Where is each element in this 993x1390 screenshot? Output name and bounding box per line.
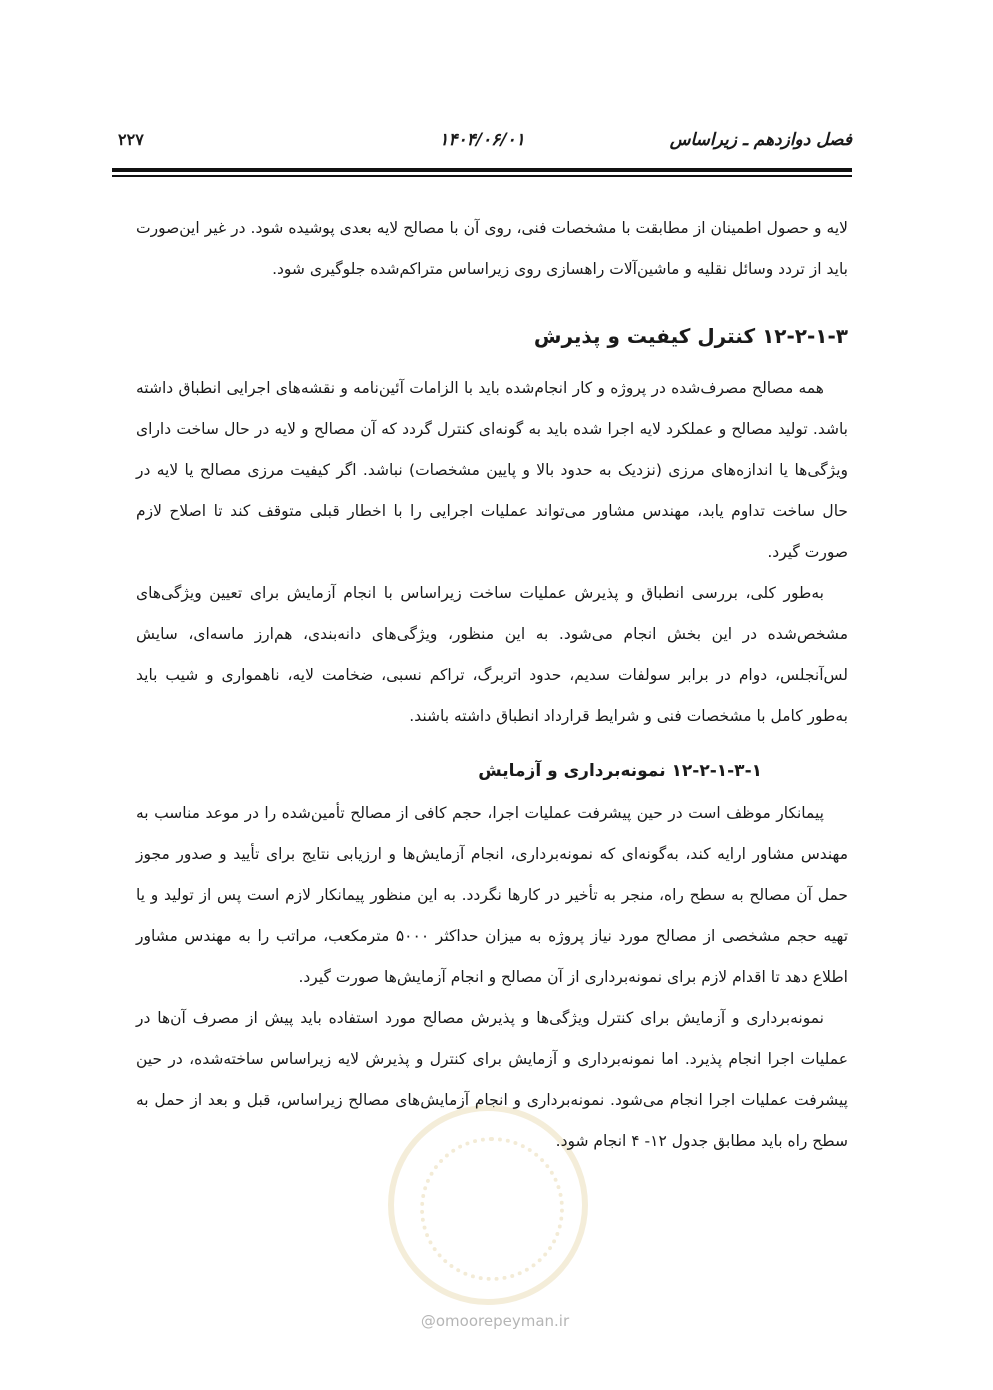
- section-heading: ۱۲-۲-۱-۳ کنترل کیفیت و پذیرش: [533, 324, 848, 348]
- header-date: ۱۴۰۴/۰۶/۰۱: [439, 130, 525, 150]
- page-header: [112, 126, 852, 162]
- page-number: ۲۲۷: [118, 130, 144, 149]
- header-rule-thick: [112, 168, 852, 172]
- subsection-heading: ۱۲-۲-۱-۳-۱ نمونه‌برداری و آزمایش: [478, 761, 762, 781]
- page-content: [136, 208, 848, 1162]
- intro-paragraph: لایه و حصول اطمینان از مطابقت با مشخصات فنی، روی آن با مصالح لایه بعدی پوشیده شود. در غیر این‌صورت باید از تردد وسائل نقلیه و ماشین‌آلات راهسازی روی زیراساس متراکم‌شده جلوگیری شود.: [136, 219, 848, 278]
- section-paragraph: به‌طور کلی، بررسی انطباق و پذیرش عملیات ساخت زیراساس با انجام آزمایش برای تعیین ویژگی‌های مشخص‌شده در این بخش انجام می‌شود. به این منظور، ویژگی‌های دانه‌بندی، هم‌ارز ماسه‌ای، سایش لس‌آنجلس، دوام در برابر سولفات سدیم، حدود اتربرگ، تراکم نسبی، ضخامت لایه، ناهمواری و شیب باید به‌طور کامل با مشخصات فنی و شرایط قرارداد انطباق داشته باشند.: [136, 584, 848, 725]
- subsection-paragraph: پیمانکار موظف است در حین پیشرفت عملیات اجرا، حجم کافی از مصالح تأمین‌شده را در موعد مناسب به مهندس مشاور ارایه کند، به‌گونه‌ای که نمونه‌برداری، انجام آزمایش‌ها و ارزیابی نتایج برای تأیید و صدور مجوز حمل آن مصالح به سطح راه، منجر به تأخیر در کارها نگردد. به این منظور پیمانکار لازم است پس از تولید و یا تهیه حجم مشخصی از مصالح مورد نیاز پروژه به میزان حداکثر ۵۰۰۰ مترمکعب، مراتب را به مهندس مشاور اطلاع دهد تا اقدام لازم برای نمونه‌برداری از آن مصالح و انجام آزمایش‌ها صورت گیرد.: [136, 804, 849, 986]
- site-watermark: @omoorepeyman.ir: [420, 1312, 570, 1330]
- chapter-title: فصل دوازدهم ـ زیراساس: [669, 130, 852, 150]
- header-rule-thin: [112, 175, 852, 177]
- section-paragraph: همه مصالح مصرف‌شده در پروژه و کار انجام‌شده باید با الزامات آئین‌نامه و نقشه‌های اجرایی انطباق داشته باشد. تولید مصالح و عملکرد لایه اجرا شده باید به گونه‌ای کنترل گردد که آن مصالح و لایه در حال ساخت دارای ویژگی‌ها یا اندازه‌های مرزی (نزدیک به حدود بالا و پایین مشخصات) نباشد. اگر کیفیت مرزی مصالح یا لایه در حال ساخت تداوم یابد، مهندس مشاور می‌تواند عملیات اجرایی را با اخطار قبلی متوقف کند تا اصلاح لازم صورت گیرد.: [136, 379, 848, 561]
- subsection-paragraph: نمونه‌برداری و آزمایش برای کنترل ویژگی‌ها و پذیرش مصالح مورد استفاده باید پیش از مصرف آن‌ها در عملیات اجرا انجام پذیرد. اما نمونه‌برداری و آزمایش برای کنترل و پذیرش لایه زیراساس ساخته‌شده، در حین پیشرفت عملیات اجرا انجام می‌شود. نمونه‌برداری و انجام آزمایش‌های مصالح زیراساس، قبل و بعد از حمل به سطح راه باید مطابق جدول ۱۲- ۴ انجام شود.: [136, 1009, 848, 1150]
